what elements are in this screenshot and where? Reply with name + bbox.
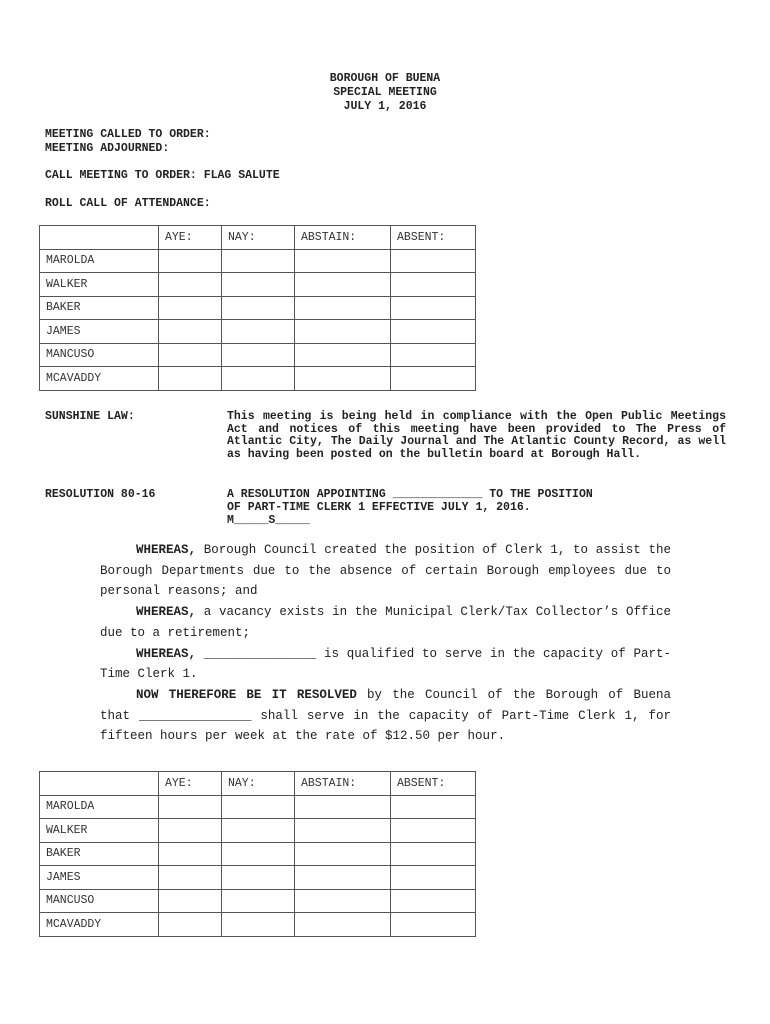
member-name-cell: WALKER <box>40 819 159 843</box>
member-name-cell: WALKER <box>40 273 159 297</box>
roll-call-heading: ROLL CALL OF ATTENDANCE: <box>45 197 211 210</box>
nay-cell <box>222 249 295 273</box>
table-row <box>40 320 476 344</box>
nay-cell <box>222 320 295 344</box>
aye-cell <box>159 273 222 297</box>
aye-column-header: AYE: <box>159 226 222 250</box>
nay-column-header: NAY: <box>222 772 295 796</box>
nay-cell <box>222 367 295 391</box>
aye-column-header: AYE: <box>159 772 222 796</box>
resolution-body <box>100 540 671 747</box>
absent-cell <box>391 320 476 344</box>
aye-cell <box>159 367 222 391</box>
abstain-cell <box>295 889 391 913</box>
abstain-cell <box>295 273 391 297</box>
roll-call-table <box>39 225 476 391</box>
table-row <box>40 889 476 913</box>
abstain-cell <box>295 795 391 819</box>
member-column-header <box>40 772 159 796</box>
member-name-cell: MANCUSO <box>40 343 159 367</box>
aye-cell <box>159 842 222 866</box>
absent-cell <box>391 249 476 273</box>
nay-cell <box>222 343 295 367</box>
member-column-header <box>40 226 159 250</box>
absent-cell <box>391 343 476 367</box>
motion-second-line: M_____S_____ <box>227 514 310 527</box>
abstain-cell <box>295 296 391 320</box>
whereas-lead: WHEREAS, <box>136 605 197 620</box>
table-header-row <box>40 226 476 250</box>
table-row <box>40 795 476 819</box>
resolved-paragraph <box>100 685 671 747</box>
absent-cell <box>391 367 476 391</box>
member-name-cell: MAROLDA <box>40 795 159 819</box>
member-name-cell: MANCUSO <box>40 889 159 913</box>
sunshine-law-label: SUNSHINE LAW: <box>45 410 135 423</box>
resolution-vote-table <box>39 771 476 937</box>
abstain-cell <box>295 249 391 273</box>
table-row <box>40 367 476 391</box>
abstain-column-header: ABSTAIN: <box>295 226 391 250</box>
abstain-cell <box>295 819 391 843</box>
whereas-text: Borough Council created the position of Clerk 1, to assist the Borough Departments due to the absence of certain Borough employees due to personal reasons; and <box>100 543 671 599</box>
aye-cell <box>159 249 222 273</box>
abstain-column-header: ABSTAIN: <box>295 772 391 796</box>
aye-cell <box>159 795 222 819</box>
whereas-paragraph-2 <box>100 602 671 643</box>
aye-cell <box>159 866 222 890</box>
nay-cell <box>222 913 295 937</box>
abstain-cell <box>295 842 391 866</box>
table-row <box>40 819 476 843</box>
absent-cell <box>391 866 476 890</box>
resolution-title-line1: A RESOLUTION APPOINTING _____________ TO THE POSITION <box>227 488 593 501</box>
table-row <box>40 296 476 320</box>
aye-cell <box>159 296 222 320</box>
table-header-row <box>40 772 476 796</box>
member-name-cell: BAKER <box>40 842 159 866</box>
nay-cell <box>222 889 295 913</box>
aye-cell <box>159 343 222 367</box>
abstain-cell <box>295 320 391 344</box>
meeting-adjourned: MEETING ADJOURNED: <box>45 142 170 155</box>
nay-cell <box>222 842 295 866</box>
aye-cell <box>159 913 222 937</box>
table-row <box>40 273 476 297</box>
absent-cell <box>391 889 476 913</box>
nay-cell <box>222 866 295 890</box>
nay-cell <box>222 296 295 320</box>
table-row <box>40 249 476 273</box>
abstain-cell <box>295 367 391 391</box>
absent-column-header: ABSENT: <box>391 772 476 796</box>
sunshine-law-text: This meeting is being held in compliance with the Open Public Meetings Act and notices of this meeting have been provided to The Press of Atlantic City, The Daily Journal and The Atlantic County Record, as well as having been posted on the bulletin board at Borough Hall. <box>227 410 726 462</box>
member-name-cell: JAMES <box>40 320 159 344</box>
absent-cell <box>391 913 476 937</box>
whereas-lead: WHEREAS, <box>136 543 197 557</box>
meeting-called-to-order: MEETING CALLED TO ORDER: <box>45 128 211 141</box>
resolution-number: RESOLUTION 80-16 <box>45 488 156 501</box>
whereas-paragraph-1 <box>100 540 671 602</box>
whereas-paragraph-3 <box>100 644 671 685</box>
nay-cell <box>222 795 295 819</box>
member-name-cell: MAROLDA <box>40 249 159 273</box>
meeting-date: JULY 1, 2016 <box>343 100 427 113</box>
resolved-lead: NOW THEREFORE BE IT RESOLVED <box>136 687 357 702</box>
whereas-text: _______________ is qualified to serve in the capacity of Part-Time Clerk 1. <box>100 646 671 682</box>
resolved-text: by the Council of the Borough of Buena that _______________ shall serve in the capacity of Part-Time Clerk 1, for fifteen hours per week at the rate of $12.50 per hour. <box>100 687 671 744</box>
abstain-cell <box>295 913 391 937</box>
absent-cell <box>391 273 476 297</box>
member-name-cell: JAMES <box>40 866 159 890</box>
abstain-cell <box>295 343 391 367</box>
absent-column-header: ABSENT: <box>391 226 476 250</box>
aye-cell <box>159 819 222 843</box>
table-row <box>40 866 476 890</box>
table-row <box>40 842 476 866</box>
absent-cell <box>391 296 476 320</box>
abstain-cell <box>295 866 391 890</box>
member-name-cell: MCAVADDY <box>40 913 159 937</box>
table-row <box>40 913 476 937</box>
absent-cell <box>391 842 476 866</box>
aye-cell <box>159 320 222 344</box>
flag-salute-line: CALL MEETING TO ORDER: FLAG SALUTE <box>45 169 280 182</box>
nay-cell <box>222 819 295 843</box>
absent-cell <box>391 819 476 843</box>
resolution-title-line2: OF PART-TIME CLERK 1 EFFECTIVE JULY 1, 2016. <box>227 501 531 514</box>
whereas-lead: WHEREAS, <box>136 646 197 661</box>
table-row <box>40 343 476 367</box>
document-title: BOROUGH OF BUENA <box>329 72 441 85</box>
nay-column-header: NAY: <box>222 226 295 250</box>
meeting-type: SPECIAL MEETING <box>333 86 437 99</box>
member-name-cell: MCAVADDY <box>40 367 159 391</box>
nay-cell <box>222 273 295 297</box>
absent-cell <box>391 795 476 819</box>
whereas-text: a vacancy exists in the Municipal Clerk/Tax Collector’s Office due to a retirement; <box>100 605 671 640</box>
aye-cell <box>159 889 222 913</box>
member-name-cell: BAKER <box>40 296 159 320</box>
